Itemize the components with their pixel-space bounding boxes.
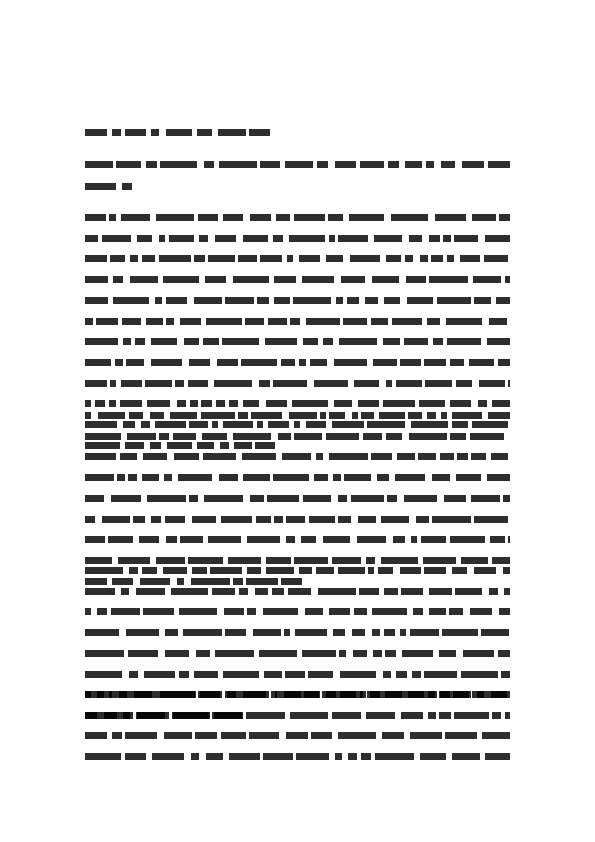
text-line — [85, 650, 510, 657]
text-line — [85, 516, 510, 523]
text-line — [85, 338, 510, 345]
text-line — [85, 629, 510, 636]
text-line — [85, 567, 510, 574]
text-line — [85, 712, 510, 719]
text-line — [85, 161, 510, 168]
text-line — [85, 442, 275, 449]
text-line — [85, 753, 510, 760]
text-line — [85, 608, 510, 615]
text-line — [85, 318, 510, 325]
text-line — [85, 588, 510, 595]
text-line — [85, 474, 510, 481]
text-line — [85, 421, 510, 428]
text-line — [85, 536, 510, 543]
text-line — [85, 359, 510, 366]
text-line — [85, 235, 510, 242]
text-line — [85, 214, 510, 221]
text-line — [85, 578, 305, 585]
text-line — [85, 255, 510, 262]
text-line — [85, 183, 135, 190]
text-line — [85, 400, 510, 407]
text-line — [85, 129, 270, 136]
text-line — [85, 557, 510, 564]
text-line — [85, 433, 510, 440]
text-line — [85, 453, 510, 460]
page-number — [85, 97, 99, 104]
text-line — [85, 412, 510, 419]
text-line — [85, 671, 510, 678]
text-line — [85, 495, 510, 502]
text-line — [85, 732, 510, 739]
text-line — [85, 691, 510, 698]
text-line — [85, 276, 510, 283]
text-line — [85, 380, 510, 387]
text-line — [85, 297, 510, 304]
